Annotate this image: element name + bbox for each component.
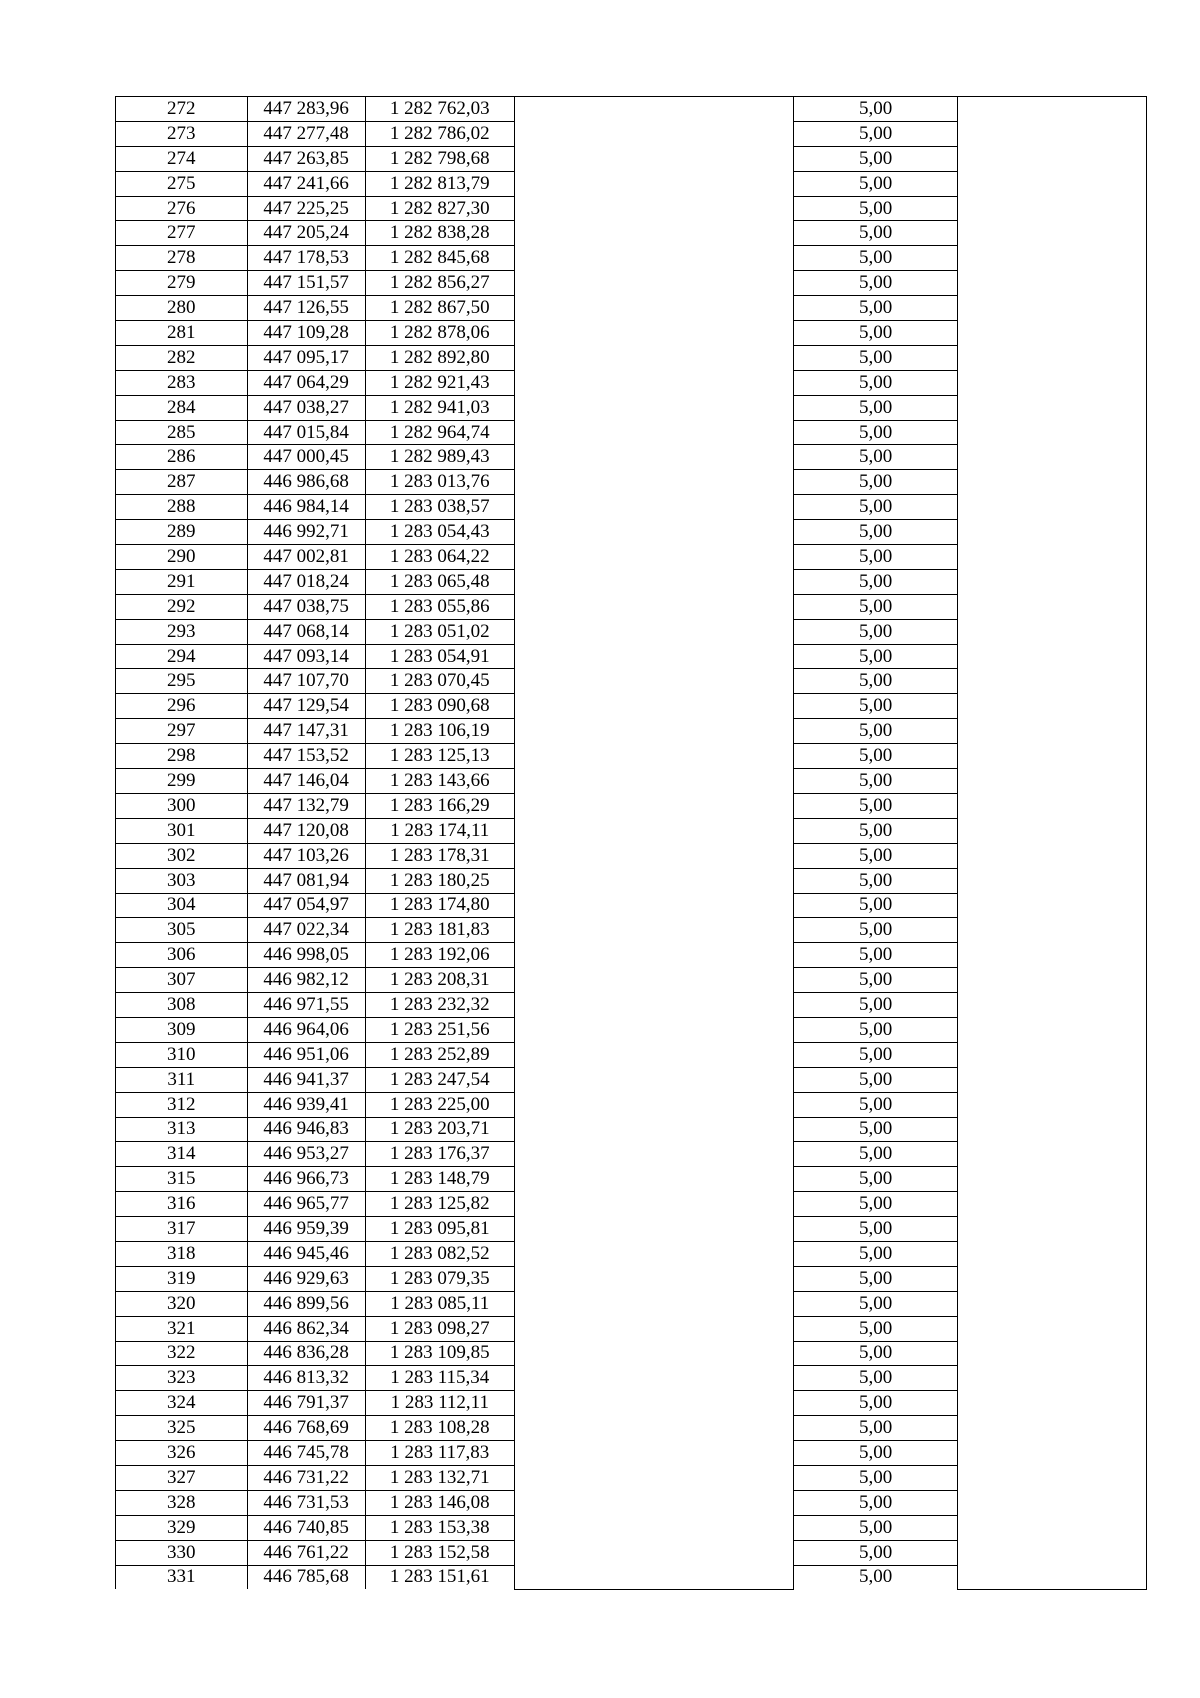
point-number-cell: 272	[116, 97, 248, 122]
y-coordinate-cell: 1 282 921,43	[365, 370, 514, 395]
x-coordinate-cell: 447 000,45	[247, 445, 365, 470]
value-cell: 5,00	[794, 495, 957, 520]
value-cell: 5,00	[794, 669, 957, 694]
y-coordinate-cell: 1 282 845,68	[365, 246, 514, 271]
x-coordinate-cell: 446 998,05	[247, 943, 365, 968]
y-coordinate-cell: 1 283 176,37	[365, 1142, 514, 1167]
blank-cell-2	[957, 97, 1146, 1590]
value-cell: 5,00	[794, 1241, 957, 1266]
x-coordinate-cell: 447 146,04	[247, 769, 365, 794]
value-cell: 5,00	[794, 345, 957, 370]
x-coordinate-cell: 447 132,79	[247, 793, 365, 818]
point-number-cell: 311	[116, 1067, 248, 1092]
y-coordinate-cell: 1 283 098,27	[365, 1316, 514, 1341]
x-coordinate-cell: 446 745,78	[247, 1441, 365, 1466]
table-row	[116, 97, 1147, 122]
x-coordinate-cell: 446 862,34	[247, 1316, 365, 1341]
x-coordinate-cell: 447 022,34	[247, 918, 365, 943]
point-number-cell: 331	[116, 1565, 248, 1589]
value-cell: 5,00	[794, 1092, 957, 1117]
value-cell: 5,00	[794, 1192, 957, 1217]
point-number-cell: 284	[116, 395, 248, 420]
x-coordinate-cell: 447 151,57	[247, 271, 365, 296]
value-cell: 5,00	[794, 321, 957, 346]
point-number-cell: 280	[116, 296, 248, 321]
point-number-cell: 275	[116, 171, 248, 196]
point-number-cell: 276	[116, 196, 248, 221]
value-cell: 5,00	[794, 1366, 957, 1391]
y-coordinate-cell: 1 283 064,22	[365, 545, 514, 570]
x-coordinate-cell: 446 791,37	[247, 1391, 365, 1416]
value-cell: 5,00	[794, 545, 957, 570]
y-coordinate-cell: 1 282 892,80	[365, 345, 514, 370]
y-coordinate-cell: 1 283 166,29	[365, 793, 514, 818]
x-coordinate-cell: 446 813,32	[247, 1366, 365, 1391]
point-number-cell: 296	[116, 694, 248, 719]
point-number-cell: 290	[116, 545, 248, 570]
y-coordinate-cell: 1 283 174,11	[365, 818, 514, 843]
y-coordinate-cell: 1 283 181,83	[365, 918, 514, 943]
point-number-cell: 282	[116, 345, 248, 370]
y-coordinate-cell: 1 282 838,28	[365, 221, 514, 246]
value-cell: 5,00	[794, 1391, 957, 1416]
value-cell: 5,00	[794, 1142, 957, 1167]
value-cell: 5,00	[794, 1465, 957, 1490]
y-coordinate-cell: 1 283 108,28	[365, 1416, 514, 1441]
x-coordinate-cell: 446 959,39	[247, 1217, 365, 1242]
y-coordinate-cell: 1 283 252,89	[365, 1042, 514, 1067]
y-coordinate-cell: 1 283 251,56	[365, 1017, 514, 1042]
y-coordinate-cell: 1 283 038,57	[365, 495, 514, 520]
y-coordinate-cell: 1 283 153,38	[365, 1515, 514, 1540]
point-number-cell: 325	[116, 1416, 248, 1441]
x-coordinate-cell: 446 982,12	[247, 968, 365, 993]
value-cell: 5,00	[794, 943, 957, 968]
value-cell: 5,00	[794, 1341, 957, 1366]
point-number-cell: 313	[116, 1117, 248, 1142]
x-coordinate-cell: 446 992,71	[247, 520, 365, 545]
value-cell: 5,00	[794, 1167, 957, 1192]
value-cell: 5,00	[794, 171, 957, 196]
y-coordinate-cell: 1 283 055,86	[365, 594, 514, 619]
value-cell: 5,00	[794, 221, 957, 246]
x-coordinate-cell: 447 147,31	[247, 719, 365, 744]
y-coordinate-cell: 1 283 054,43	[365, 520, 514, 545]
y-coordinate-cell: 1 283 208,31	[365, 968, 514, 993]
point-number-cell: 295	[116, 669, 248, 694]
point-number-cell: 323	[116, 1366, 248, 1391]
x-coordinate-cell: 447 205,24	[247, 221, 365, 246]
point-number-cell: 304	[116, 893, 248, 918]
value-cell: 5,00	[794, 793, 957, 818]
x-coordinate-cell: 447 015,84	[247, 420, 365, 445]
value-cell: 5,00	[794, 370, 957, 395]
point-number-cell: 308	[116, 993, 248, 1018]
y-coordinate-cell: 1 283 132,71	[365, 1465, 514, 1490]
value-cell: 5,00	[794, 1565, 957, 1589]
x-coordinate-cell: 447 178,53	[247, 246, 365, 271]
point-number-cell: 287	[116, 470, 248, 495]
point-number-cell: 322	[116, 1341, 248, 1366]
y-coordinate-cell: 1 283 151,61	[365, 1565, 514, 1589]
value-cell: 5,00	[794, 769, 957, 794]
coordinates-table-body	[116, 97, 1147, 1590]
y-coordinate-cell: 1 282 941,03	[365, 395, 514, 420]
point-number-cell: 309	[116, 1017, 248, 1042]
value-cell: 5,00	[794, 1117, 957, 1142]
point-number-cell: 277	[116, 221, 248, 246]
y-coordinate-cell: 1 283 117,83	[365, 1441, 514, 1466]
x-coordinate-cell: 446 939,41	[247, 1092, 365, 1117]
point-number-cell: 312	[116, 1092, 248, 1117]
y-coordinate-cell: 1 283 146,08	[365, 1490, 514, 1515]
x-coordinate-cell: 446 964,06	[247, 1017, 365, 1042]
point-number-cell: 327	[116, 1465, 248, 1490]
value-cell: 5,00	[794, 395, 957, 420]
y-coordinate-cell: 1 282 964,74	[365, 420, 514, 445]
y-coordinate-cell: 1 283 174,80	[365, 893, 514, 918]
x-coordinate-cell: 447 109,28	[247, 321, 365, 346]
value-cell: 5,00	[794, 1266, 957, 1291]
y-coordinate-cell: 1 283 070,45	[365, 669, 514, 694]
point-number-cell: 300	[116, 793, 248, 818]
point-number-cell: 288	[116, 495, 248, 520]
value-cell: 5,00	[794, 1441, 957, 1466]
value-cell: 5,00	[794, 1067, 957, 1092]
y-coordinate-cell: 1 282 786,02	[365, 121, 514, 146]
coordinates-table	[115, 96, 1147, 1590]
y-coordinate-cell: 1 283 079,35	[365, 1266, 514, 1291]
x-coordinate-cell: 446 740,85	[247, 1515, 365, 1540]
value-cell: 5,00	[794, 619, 957, 644]
x-coordinate-cell: 446 953,27	[247, 1142, 365, 1167]
x-coordinate-cell: 447 093,14	[247, 644, 365, 669]
y-coordinate-cell: 1 283 054,91	[365, 644, 514, 669]
x-coordinate-cell: 446 965,77	[247, 1192, 365, 1217]
y-coordinate-cell: 1 283 085,11	[365, 1291, 514, 1316]
point-number-cell: 293	[116, 619, 248, 644]
value-cell: 5,00	[794, 1042, 957, 1067]
x-coordinate-cell: 446 941,37	[247, 1067, 365, 1092]
x-coordinate-cell: 447 277,48	[247, 121, 365, 146]
y-coordinate-cell: 1 283 225,00	[365, 1092, 514, 1117]
y-coordinate-cell: 1 283 178,31	[365, 843, 514, 868]
x-coordinate-cell: 446 951,06	[247, 1042, 365, 1067]
value-cell: 5,00	[794, 1515, 957, 1540]
point-number-cell: 329	[116, 1515, 248, 1540]
point-number-cell: 298	[116, 744, 248, 769]
value-cell: 5,00	[794, 1291, 957, 1316]
point-number-cell: 283	[116, 370, 248, 395]
point-number-cell: 314	[116, 1142, 248, 1167]
y-coordinate-cell: 1 282 856,27	[365, 271, 514, 296]
point-number-cell: 299	[116, 769, 248, 794]
y-coordinate-cell: 1 283 112,11	[365, 1391, 514, 1416]
point-number-cell: 315	[116, 1167, 248, 1192]
y-coordinate-cell: 1 283 082,52	[365, 1241, 514, 1266]
y-coordinate-cell: 1 283 109,85	[365, 1341, 514, 1366]
y-coordinate-cell: 1 282 813,79	[365, 171, 514, 196]
point-number-cell: 285	[116, 420, 248, 445]
point-number-cell: 306	[116, 943, 248, 968]
value-cell: 5,00	[794, 146, 957, 171]
y-coordinate-cell: 1 283 095,81	[365, 1217, 514, 1242]
x-coordinate-cell: 446 984,14	[247, 495, 365, 520]
x-coordinate-cell: 447 018,24	[247, 569, 365, 594]
y-coordinate-cell: 1 283 106,19	[365, 719, 514, 744]
x-coordinate-cell: 447 225,25	[247, 196, 365, 221]
x-coordinate-cell: 446 761,22	[247, 1540, 365, 1565]
x-coordinate-cell: 447 064,29	[247, 370, 365, 395]
x-coordinate-cell: 447 054,97	[247, 893, 365, 918]
point-number-cell: 316	[116, 1192, 248, 1217]
value-cell: 5,00	[794, 1017, 957, 1042]
x-coordinate-cell: 447 120,08	[247, 818, 365, 843]
y-coordinate-cell: 1 283 148,79	[365, 1167, 514, 1192]
point-number-cell: 320	[116, 1291, 248, 1316]
value-cell: 5,00	[794, 271, 957, 296]
value-cell: 5,00	[794, 694, 957, 719]
x-coordinate-cell: 447 095,17	[247, 345, 365, 370]
point-number-cell: 273	[116, 121, 248, 146]
x-coordinate-cell: 446 899,56	[247, 1291, 365, 1316]
value-cell: 5,00	[794, 818, 957, 843]
value-cell: 5,00	[794, 246, 957, 271]
y-coordinate-cell: 1 283 247,54	[365, 1067, 514, 1092]
point-number-cell: 318	[116, 1241, 248, 1266]
x-coordinate-cell: 447 263,85	[247, 146, 365, 171]
y-coordinate-cell: 1 283 051,02	[365, 619, 514, 644]
y-coordinate-cell: 1 283 065,48	[365, 569, 514, 594]
point-number-cell: 286	[116, 445, 248, 470]
point-number-cell: 279	[116, 271, 248, 296]
y-coordinate-cell: 1 283 180,25	[365, 868, 514, 893]
x-coordinate-cell: 447 107,70	[247, 669, 365, 694]
value-cell: 5,00	[794, 569, 957, 594]
point-number-cell: 328	[116, 1490, 248, 1515]
value-cell: 5,00	[794, 420, 957, 445]
x-coordinate-cell: 447 081,94	[247, 868, 365, 893]
y-coordinate-cell: 1 282 989,43	[365, 445, 514, 470]
point-number-cell: 292	[116, 594, 248, 619]
point-number-cell: 324	[116, 1391, 248, 1416]
y-coordinate-cell: 1 283 143,66	[365, 769, 514, 794]
point-number-cell: 307	[116, 968, 248, 993]
y-coordinate-cell: 1 283 152,58	[365, 1540, 514, 1565]
value-cell: 5,00	[794, 97, 957, 122]
blank-cell	[514, 97, 794, 1590]
point-number-cell: 301	[116, 818, 248, 843]
point-number-cell: 321	[116, 1316, 248, 1341]
y-coordinate-cell: 1 282 867,50	[365, 296, 514, 321]
x-coordinate-cell: 446 986,68	[247, 470, 365, 495]
value-cell: 5,00	[794, 993, 957, 1018]
x-coordinate-cell: 447 103,26	[247, 843, 365, 868]
x-coordinate-cell: 446 731,53	[247, 1490, 365, 1515]
value-cell: 5,00	[794, 1316, 957, 1341]
point-number-cell: 289	[116, 520, 248, 545]
x-coordinate-cell: 447 038,27	[247, 395, 365, 420]
x-coordinate-cell: 447 241,66	[247, 171, 365, 196]
y-coordinate-cell: 1 283 125,82	[365, 1192, 514, 1217]
point-number-cell: 303	[116, 868, 248, 893]
x-coordinate-cell: 446 731,22	[247, 1465, 365, 1490]
point-number-cell: 297	[116, 719, 248, 744]
y-coordinate-cell: 1 283 125,13	[365, 744, 514, 769]
point-number-cell: 291	[116, 569, 248, 594]
value-cell: 5,00	[794, 968, 957, 993]
value-cell: 5,00	[794, 196, 957, 221]
y-coordinate-cell: 1 283 090,68	[365, 694, 514, 719]
value-cell: 5,00	[794, 868, 957, 893]
x-coordinate-cell: 447 002,81	[247, 545, 365, 570]
value-cell: 5,00	[794, 1540, 957, 1565]
point-number-cell: 310	[116, 1042, 248, 1067]
x-coordinate-cell: 446 946,83	[247, 1117, 365, 1142]
y-coordinate-cell: 1 282 798,68	[365, 146, 514, 171]
value-cell: 5,00	[794, 644, 957, 669]
y-coordinate-cell: 1 283 232,32	[365, 993, 514, 1018]
value-cell: 5,00	[794, 520, 957, 545]
y-coordinate-cell: 1 283 203,71	[365, 1117, 514, 1142]
y-coordinate-cell: 1 282 762,03	[365, 97, 514, 122]
x-coordinate-cell: 447 068,14	[247, 619, 365, 644]
point-number-cell: 281	[116, 321, 248, 346]
point-number-cell: 302	[116, 843, 248, 868]
x-coordinate-cell: 446 971,55	[247, 993, 365, 1018]
value-cell: 5,00	[794, 594, 957, 619]
y-coordinate-cell: 1 283 115,34	[365, 1366, 514, 1391]
y-coordinate-cell: 1 282 878,06	[365, 321, 514, 346]
point-number-cell: 294	[116, 644, 248, 669]
x-coordinate-cell: 446 785,68	[247, 1565, 365, 1589]
point-number-cell: 326	[116, 1441, 248, 1466]
value-cell: 5,00	[794, 1416, 957, 1441]
point-number-cell: 319	[116, 1266, 248, 1291]
x-coordinate-cell: 447 126,55	[247, 296, 365, 321]
point-number-cell: 317	[116, 1217, 248, 1242]
x-coordinate-cell: 446 768,69	[247, 1416, 365, 1441]
x-coordinate-cell: 446 929,63	[247, 1266, 365, 1291]
x-coordinate-cell: 447 129,54	[247, 694, 365, 719]
x-coordinate-cell: 447 038,75	[247, 594, 365, 619]
x-coordinate-cell: 447 283,96	[247, 97, 365, 122]
y-coordinate-cell: 1 283 192,06	[365, 943, 514, 968]
value-cell: 5,00	[794, 893, 957, 918]
point-number-cell: 305	[116, 918, 248, 943]
x-coordinate-cell: 446 966,73	[247, 1167, 365, 1192]
value-cell: 5,00	[794, 918, 957, 943]
value-cell: 5,00	[794, 445, 957, 470]
value-cell: 5,00	[794, 1490, 957, 1515]
point-number-cell: 330	[116, 1540, 248, 1565]
x-coordinate-cell: 446 836,28	[247, 1341, 365, 1366]
point-number-cell: 274	[116, 146, 248, 171]
value-cell: 5,00	[794, 843, 957, 868]
value-cell: 5,00	[794, 744, 957, 769]
x-coordinate-cell: 447 153,52	[247, 744, 365, 769]
point-number-cell: 278	[116, 246, 248, 271]
y-coordinate-cell: 1 283 013,76	[365, 470, 514, 495]
value-cell: 5,00	[794, 1217, 957, 1242]
value-cell: 5,00	[794, 719, 957, 744]
value-cell: 5,00	[794, 296, 957, 321]
x-coordinate-cell: 446 945,46	[247, 1241, 365, 1266]
y-coordinate-cell: 1 282 827,30	[365, 196, 514, 221]
value-cell: 5,00	[794, 121, 957, 146]
value-cell: 5,00	[794, 470, 957, 495]
